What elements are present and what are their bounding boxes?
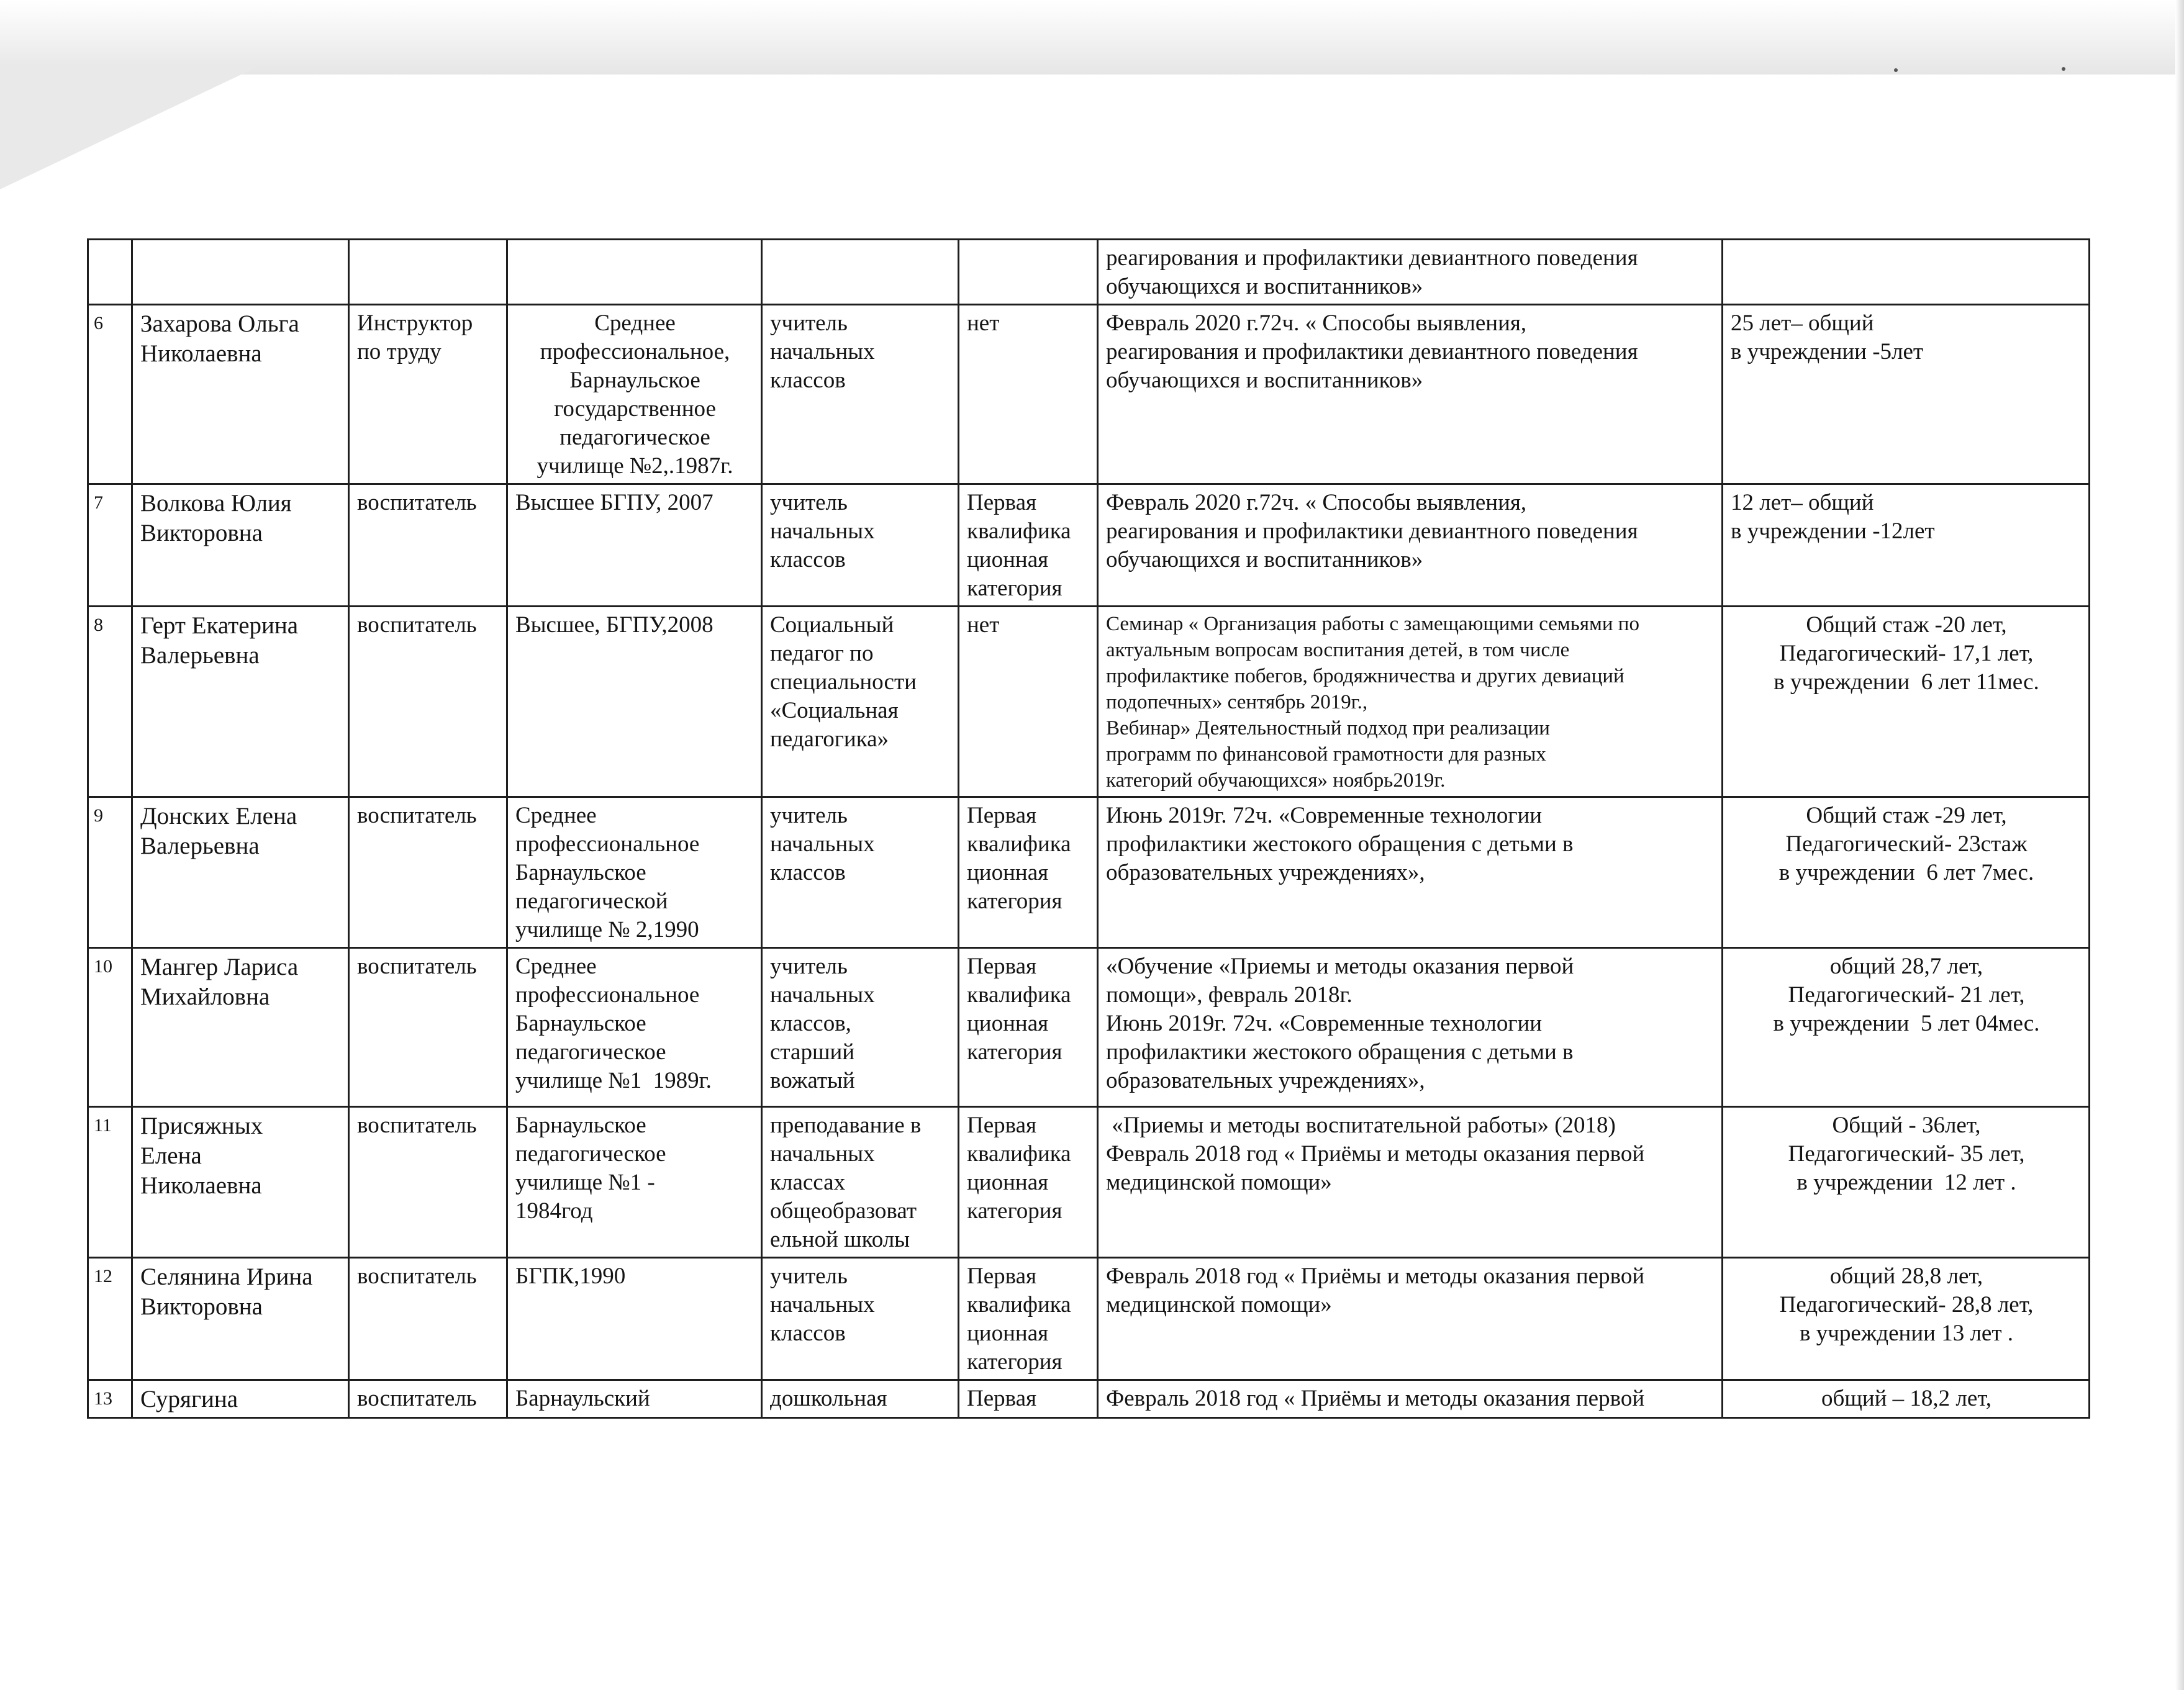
cell-category (959, 1380, 1098, 1418)
cell-line: медицинской помощи» (1106, 1292, 1332, 1317)
cell-line: дошкольная (770, 1386, 887, 1411)
cell-line: специальности (770, 669, 917, 695)
cell-line: категорий обучающихся» ноябрь2019г. (1106, 769, 1446, 792)
cell-line: квалифика (967, 831, 1071, 857)
cell-line: училище №1 - (515, 1170, 655, 1195)
cell-line: Семинар « Организация работы с замещающими семьями по (1106, 613, 1639, 635)
cell-line: Первая (967, 1113, 1037, 1138)
cell-courses (1098, 948, 1723, 1107)
cell-line: профилактики жестокого обращения с детьми в (1106, 831, 1574, 857)
cell-line: Инструктор (357, 310, 473, 336)
cell-line: начальных (770, 1141, 875, 1167)
cell-line: в учреждении 12 лет . (1797, 1170, 2016, 1195)
cell-full-name (132, 305, 349, 484)
cell-specialty (762, 797, 959, 948)
cell-line: в учреждении 5 лет 04мес. (1773, 1011, 2040, 1036)
cell-line: Среднее (515, 803, 597, 828)
cell-specialty (762, 607, 959, 797)
cell-number: 11 (88, 1107, 132, 1258)
cell-line: Присяжных (140, 1113, 263, 1139)
cell-line: Педагогический- 23стаж (1785, 831, 2028, 857)
table-row (88, 1258, 2090, 1380)
cell-experience (1723, 948, 2090, 1107)
cell-line: БГПК,1990 (515, 1263, 626, 1289)
cell-line: Высшее БГПУ, 2007 (515, 490, 714, 515)
cell-courses (1098, 1380, 1723, 1418)
cell-full-name (132, 948, 349, 1107)
cell-line: Барнаульское (569, 368, 700, 393)
cell-category (959, 305, 1098, 484)
cell-line: Елена (140, 1142, 202, 1169)
cell-line: Первая (967, 1263, 1037, 1289)
cell-line: Барнаульское (515, 1011, 646, 1036)
cell-line: 1984год (515, 1198, 593, 1224)
cell-line: общий 28,8 лет, (1829, 1263, 1983, 1289)
cell-line: Педагогический- 17,1 лет, (1779, 641, 2034, 666)
cell-line: «Приемы и методы воспитательной работы» (2018) (1106, 1113, 1616, 1138)
cell-line: профилактики жестокого обращения с детьми в (1106, 1039, 1574, 1065)
cell-line: обучающихся и воспитанников» (1106, 274, 1423, 299)
cell-full-name (132, 484, 349, 607)
cell-line: ционная (967, 547, 1049, 572)
cell-specialty (762, 240, 959, 305)
cell-line: Первая (967, 1386, 1037, 1411)
cell-line: Николаевна (140, 1172, 262, 1199)
cell-line: Общий стаж -20 лет, (1806, 612, 2007, 638)
cell-specialty (762, 1258, 959, 1380)
cell-line: Февраль 2018 год « Приёмы и методы оказания первой (1106, 1141, 1645, 1167)
cell-line: Герт Екатерина (140, 612, 299, 639)
cell-line: Общий - 36лет, (1832, 1113, 1981, 1138)
cell-line: Февраль 2020 г.72ч. « Способы выявления, (1106, 310, 1527, 336)
cell-line: педагогическое (515, 1039, 666, 1065)
cell-line: Общий стаж -29 лет, (1806, 803, 2007, 828)
cell-line: Викторовна (140, 520, 263, 546)
cell-line: помощи», февраль 2018г. (1106, 982, 1353, 1008)
cell-line: Июнь 2019г. 72ч. «Современные технологии (1106, 803, 1543, 828)
cell-line: ционная (967, 1170, 1049, 1195)
cell-education (507, 607, 762, 797)
cell-education (507, 484, 762, 607)
cell-line: общеобразоват (770, 1198, 917, 1224)
table-row (88, 948, 2090, 1107)
cell-line: Барнаульское (515, 1113, 646, 1138)
cell-line: ционная (967, 1321, 1049, 1346)
scan-speck (1894, 68, 1898, 72)
cell-education (507, 1107, 762, 1258)
cell-experience (1723, 484, 2090, 607)
cell-category (959, 240, 1098, 305)
cell-line: Среднее (594, 310, 676, 336)
cell-line: педагог по (770, 641, 874, 666)
cell-line: учитель (770, 954, 848, 979)
cell-line: учитель (770, 1263, 848, 1289)
cell-line: Барнаульское (515, 860, 646, 885)
cell-line: обучающихся и воспитанников» (1106, 368, 1423, 393)
cell-line: начальных (770, 339, 875, 364)
cell-line: начальных (770, 982, 875, 1008)
cell-line: воспитатель (357, 1263, 477, 1289)
table-row (88, 1107, 2090, 1258)
cell-line: классов (770, 547, 846, 572)
cell-position (349, 1107, 507, 1258)
table-row (88, 305, 2090, 484)
cell-full-name (132, 1107, 349, 1258)
cell-line: категория (967, 888, 1063, 914)
cell-specialty (762, 305, 959, 484)
cell-line: Селянина Ирина (140, 1263, 313, 1290)
cell-line: Первая (967, 490, 1037, 515)
cell-line: «Социальная (770, 698, 899, 723)
cell-line: образовательных учреждениях», (1106, 860, 1425, 885)
cell-line: воспитатель (357, 490, 477, 515)
cell-courses (1098, 1107, 1723, 1258)
cell-specialty (762, 1107, 959, 1258)
cell-line: категория (967, 1198, 1063, 1224)
cell-position (349, 797, 507, 948)
cell-experience (1723, 1258, 2090, 1380)
cell-line: в учреждении -5лет (1731, 339, 1924, 364)
cell-line: Волкова Юлия (140, 490, 292, 517)
cell-position (349, 948, 507, 1107)
cell-line: классов, (770, 1011, 851, 1036)
cell-line: воспитатель (357, 612, 477, 638)
staff-table (87, 238, 2090, 1419)
cell-line: в учреждении 13 лет . (1799, 1321, 2014, 1346)
cell-line: педагогика» (770, 726, 889, 752)
cell-line: реагирования и профилактики девиантного поведения (1106, 245, 1638, 271)
cell-line: Валерьевна (140, 642, 260, 669)
cell-line: Социальный (770, 612, 894, 638)
cell-line: категория (967, 1349, 1063, 1375)
cell-specialty (762, 1380, 959, 1418)
cell-experience (1723, 607, 2090, 797)
cell-line: училище № 2,1990 (515, 917, 699, 942)
table-row (88, 607, 2090, 797)
cell-line: Николаевна (140, 340, 262, 367)
cell-line: нет (967, 310, 1000, 336)
cell-line: начальных (770, 831, 875, 857)
cell-number: 6 (88, 305, 132, 484)
cell-line: вожатый (770, 1068, 855, 1093)
cell-full-name (132, 607, 349, 797)
cell-number: 13 (88, 1380, 132, 1418)
cell-specialty (762, 948, 959, 1107)
cell-line: квалифика (967, 982, 1071, 1008)
cell-line: Барнаульский (515, 1386, 650, 1411)
cell-education (507, 240, 762, 305)
cell-line: ельной школы (770, 1227, 910, 1252)
cell-line: общий – 18,2 лет, (1821, 1386, 1991, 1411)
cell-line: Педагогический- 28,8 лет, (1779, 1292, 2034, 1317)
cell-line: учитель (770, 490, 848, 515)
cell-full-name (132, 1258, 349, 1380)
cell-line: Валерьевна (140, 833, 260, 859)
cell-number: 7 (88, 484, 132, 607)
cell-position (349, 305, 507, 484)
cell-line: 25 лет– общий (1731, 310, 1874, 336)
cell-line: реагирования и профилактики девиантного поведения (1106, 518, 1638, 544)
cell-line: воспитатель (357, 1386, 477, 1411)
cell-line: нет (967, 612, 1000, 638)
cell-line: в учреждении -12лет (1731, 518, 1935, 544)
table-row (88, 1380, 2090, 1418)
cell-education (507, 797, 762, 948)
cell-line: реагирования и профилактики девиантного поведения (1106, 339, 1638, 364)
cell-line: Июнь 2019г. 72ч. «Современные технологии (1106, 1011, 1543, 1036)
scan-speck (2062, 67, 2065, 71)
cell-line: воспитатель (357, 954, 477, 979)
cell-line: Февраль 2018 год « Приёмы и методы оказания первой (1106, 1386, 1645, 1411)
cell-courses (1098, 305, 1723, 484)
cell-line: учитель (770, 310, 848, 336)
cell-courses (1098, 797, 1723, 948)
cell-line: ционная (967, 860, 1049, 885)
cell-line: Среднее (515, 954, 597, 979)
cell-line: по труду (357, 339, 442, 364)
cell-courses (1098, 607, 1723, 797)
cell-specialty (762, 484, 959, 607)
cell-education (507, 948, 762, 1107)
cell-position (349, 607, 507, 797)
cell-position (349, 1258, 507, 1380)
cell-line: воспитатель (357, 1113, 477, 1138)
cell-line: ционная (967, 1011, 1049, 1036)
cell-experience (1723, 305, 2090, 484)
cell-courses (1098, 1258, 1723, 1380)
cell-number: 12 (88, 1258, 132, 1380)
cell-education (507, 305, 762, 484)
cell-number: 8 (88, 607, 132, 797)
cell-line: училище №2,.1987г. (537, 453, 733, 479)
cell-line: Вебинар» Деятельностный подход при реализации (1106, 717, 1550, 739)
cell-line: Мангер Лариса (140, 954, 299, 980)
cell-line: классах (770, 1170, 846, 1195)
cell-courses (1098, 484, 1723, 607)
table-row (88, 240, 2090, 305)
cell-experience (1723, 240, 2090, 305)
cell-line: категория (967, 576, 1063, 601)
cell-education (507, 1258, 762, 1380)
cell-line: 12 лет– общий (1731, 490, 1874, 515)
cell-line: «Обучение «Приемы и методы оказания первой (1106, 954, 1574, 979)
cell-category (959, 1258, 1098, 1380)
cell-full-name (132, 240, 349, 305)
table-row (88, 797, 2090, 948)
cell-line: преподавание в (770, 1113, 922, 1138)
cell-line: квалифика (967, 1141, 1071, 1167)
cell-experience (1723, 1107, 2090, 1258)
cell-line: Донских Елена (140, 803, 297, 829)
cell-line: программ по финансовой грамотности для разных (1106, 743, 1546, 766)
cell-line: Первая (967, 954, 1037, 979)
cell-line: учитель (770, 803, 848, 828)
cell-line: квалифика (967, 1292, 1071, 1317)
cell-line: старший (770, 1039, 855, 1065)
cell-full-name (132, 797, 349, 948)
cell-line: обучающихся и воспитанников» (1106, 547, 1423, 572)
scan-top-shadow (0, 0, 2184, 75)
cell-line: квалифика (967, 518, 1071, 544)
cell-experience (1723, 797, 2090, 948)
cell-line: профессиональное (515, 982, 700, 1008)
cell-number: 10 (88, 948, 132, 1107)
cell-line: медицинской помощи» (1106, 1170, 1332, 1195)
cell-line: профессиональное (515, 831, 700, 857)
cell-line: подопечных» сентябрь 2019г., (1106, 691, 1368, 713)
cell-position (349, 1380, 507, 1418)
cell-line: в учреждении 6 лет 11мес. (1774, 669, 2039, 695)
cell-category (959, 797, 1098, 948)
cell-line: педагогической (515, 888, 668, 914)
cell-line: общий 28,7 лет, (1829, 954, 1983, 979)
cell-number: 9 (88, 797, 132, 948)
cell-education (507, 1380, 762, 1418)
cell-line: Педагогический- 35 лет, (1788, 1141, 2025, 1167)
cell-category (959, 607, 1098, 797)
cell-position (349, 240, 507, 305)
cell-category (959, 948, 1098, 1107)
cell-full-name (132, 1380, 349, 1418)
scan-folded-corner (0, 65, 261, 189)
cell-category (959, 1107, 1098, 1258)
cell-line: училище №1 1989г. (515, 1068, 712, 1093)
cell-line: классов (770, 1321, 846, 1346)
cell-line: Февраль 2020 г.72ч. « Способы выявления, (1106, 490, 1527, 515)
cell-line: Педагогический- 21 лет, (1788, 982, 2025, 1008)
cell-line: Высшее, БГПУ,2008 (515, 612, 714, 638)
cell-line: образовательных учреждениях», (1106, 1068, 1425, 1093)
cell-line: классов (770, 860, 846, 885)
cell-line: актуальным вопросам воспитания детей, в том числе (1106, 639, 1570, 661)
cell-line: Февраль 2018 год « Приёмы и методы оказания первой (1106, 1263, 1645, 1289)
cell-line: классов (770, 368, 846, 393)
cell-line: профессиональное, (540, 339, 730, 364)
cell-line: Захарова Ольга (140, 310, 299, 337)
cell-category (959, 484, 1098, 607)
cell-line: категория (967, 1039, 1063, 1065)
cell-number (88, 240, 132, 305)
cell-line: Сурягина (140, 1386, 238, 1412)
cell-experience (1723, 1380, 2090, 1418)
cell-line: профилактике побегов, бродяжничества и других девиаций (1106, 665, 1624, 687)
cell-line: воспитатель (357, 803, 477, 828)
cell-position (349, 484, 507, 607)
cell-line: государственное (554, 396, 716, 422)
scan-right-edge (2175, 0, 2184, 1690)
cell-line: педагогическое (515, 1141, 666, 1167)
cell-line: Викторовна (140, 1293, 263, 1320)
cell-line: начальных (770, 1292, 875, 1317)
cell-line: начальных (770, 518, 875, 544)
cell-courses (1098, 240, 1723, 305)
table-row (88, 484, 2090, 607)
cell-line: в учреждении 6 лет 7мес. (1778, 860, 2034, 885)
cell-line: педагогическое (560, 425, 710, 450)
cell-line: Михайловна (140, 983, 270, 1010)
cell-line: Первая (967, 803, 1037, 828)
